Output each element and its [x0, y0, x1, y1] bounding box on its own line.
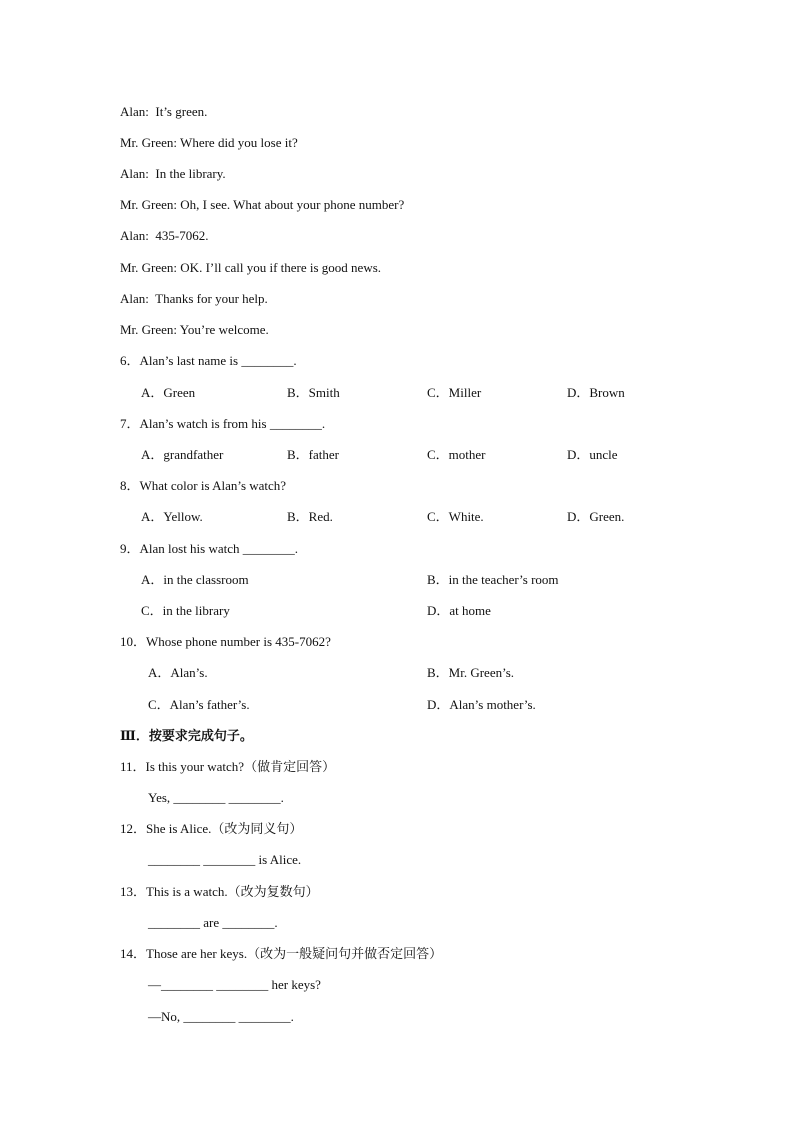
question-13-answer-line: ________ are ________. [148, 915, 278, 930]
question-7-option-d: D．uncle [567, 447, 618, 462]
question-7-option-a: A．grandfather [141, 447, 224, 462]
question-14-answer-line-1: —________ ________ her keys? [148, 977, 321, 992]
question-10-stem: 10．Whose phone number is 435-7062? [120, 634, 331, 649]
dialogue-line-7: Alan: Thanks for your help. [120, 291, 268, 306]
dialogue-line-1: Alan: It’s green. [120, 104, 208, 119]
question-10-option-c: C．Alan’s father’s. [148, 697, 250, 712]
question-12-stem: 12．She is Alice.（改为同义句） [120, 821, 303, 836]
question-11-stem: 11．Is this your watch?（做肯定回答） [120, 759, 336, 774]
question-14-stem: 14．Those are her keys.（改为一般疑问句并做否定回答） [120, 946, 443, 961]
question-10-option-d: D．Alan’s mother’s. [427, 697, 536, 712]
question-7-stem: 7．Alan’s watch is from his ________. [120, 416, 326, 431]
dialogue-line-8: Mr. Green: You’re welcome. [120, 322, 269, 337]
question-13-stem: 13．This is a watch.（改为复数句） [120, 884, 319, 899]
question-10-option-a: A．Alan’s. [148, 665, 208, 680]
question-6-option-d: D．Brown [567, 385, 625, 400]
question-8-option-d: D．Green. [567, 509, 625, 524]
question-6-option-b: B．Smith [287, 385, 340, 400]
dialogue-line-3: Alan: In the library. [120, 166, 226, 181]
question-8-stem: 8．What color is Alan’s watch? [120, 478, 287, 493]
question-9-stem: 9．Alan lost his watch ________. [120, 541, 299, 556]
question-6-option-a: A．Green [141, 385, 196, 400]
question-8-option-b: B．Red. [287, 509, 333, 524]
question-12-answer-line: ________ ________ is Alice. [148, 852, 302, 867]
question-9-option-d: D．at home [427, 603, 491, 618]
dialogue-line-2: Mr. Green: Where did you lose it? [120, 135, 298, 150]
question-11-answer-line: Yes, ________ ________. [148, 790, 284, 805]
dialogue-line-6: Mr. Green: OK. I’ll call you if there is good news. [120, 260, 382, 275]
dialogue-line-5: Alan: 435-7062. [120, 228, 209, 243]
section-heading: Ⅲ．按要求完成句子。 [120, 728, 253, 743]
question-6-stem: 6．Alan’s last name is ________. [120, 353, 297, 368]
question-9-option-a: A．in the classroom [141, 572, 249, 587]
question-6-option-c: C．Miller [427, 385, 482, 400]
question-8-option-a: A．Yellow. [141, 509, 203, 524]
question-9-option-b: B．in the teacher’s room [427, 572, 559, 587]
question-14-answer-line-2: —No, ________ ________. [148, 1009, 294, 1024]
question-7-option-b: B．father [287, 447, 339, 462]
question-9-option-c: C．in the library [141, 603, 230, 618]
question-7-option-c: C．mother [427, 447, 486, 462]
dialogue-line-4: Mr. Green: Oh, I see. What about your phone number? [120, 197, 405, 212]
question-10-option-b: B．Mr. Green’s. [427, 665, 515, 680]
question-8-option-c: C．White. [427, 509, 484, 524]
